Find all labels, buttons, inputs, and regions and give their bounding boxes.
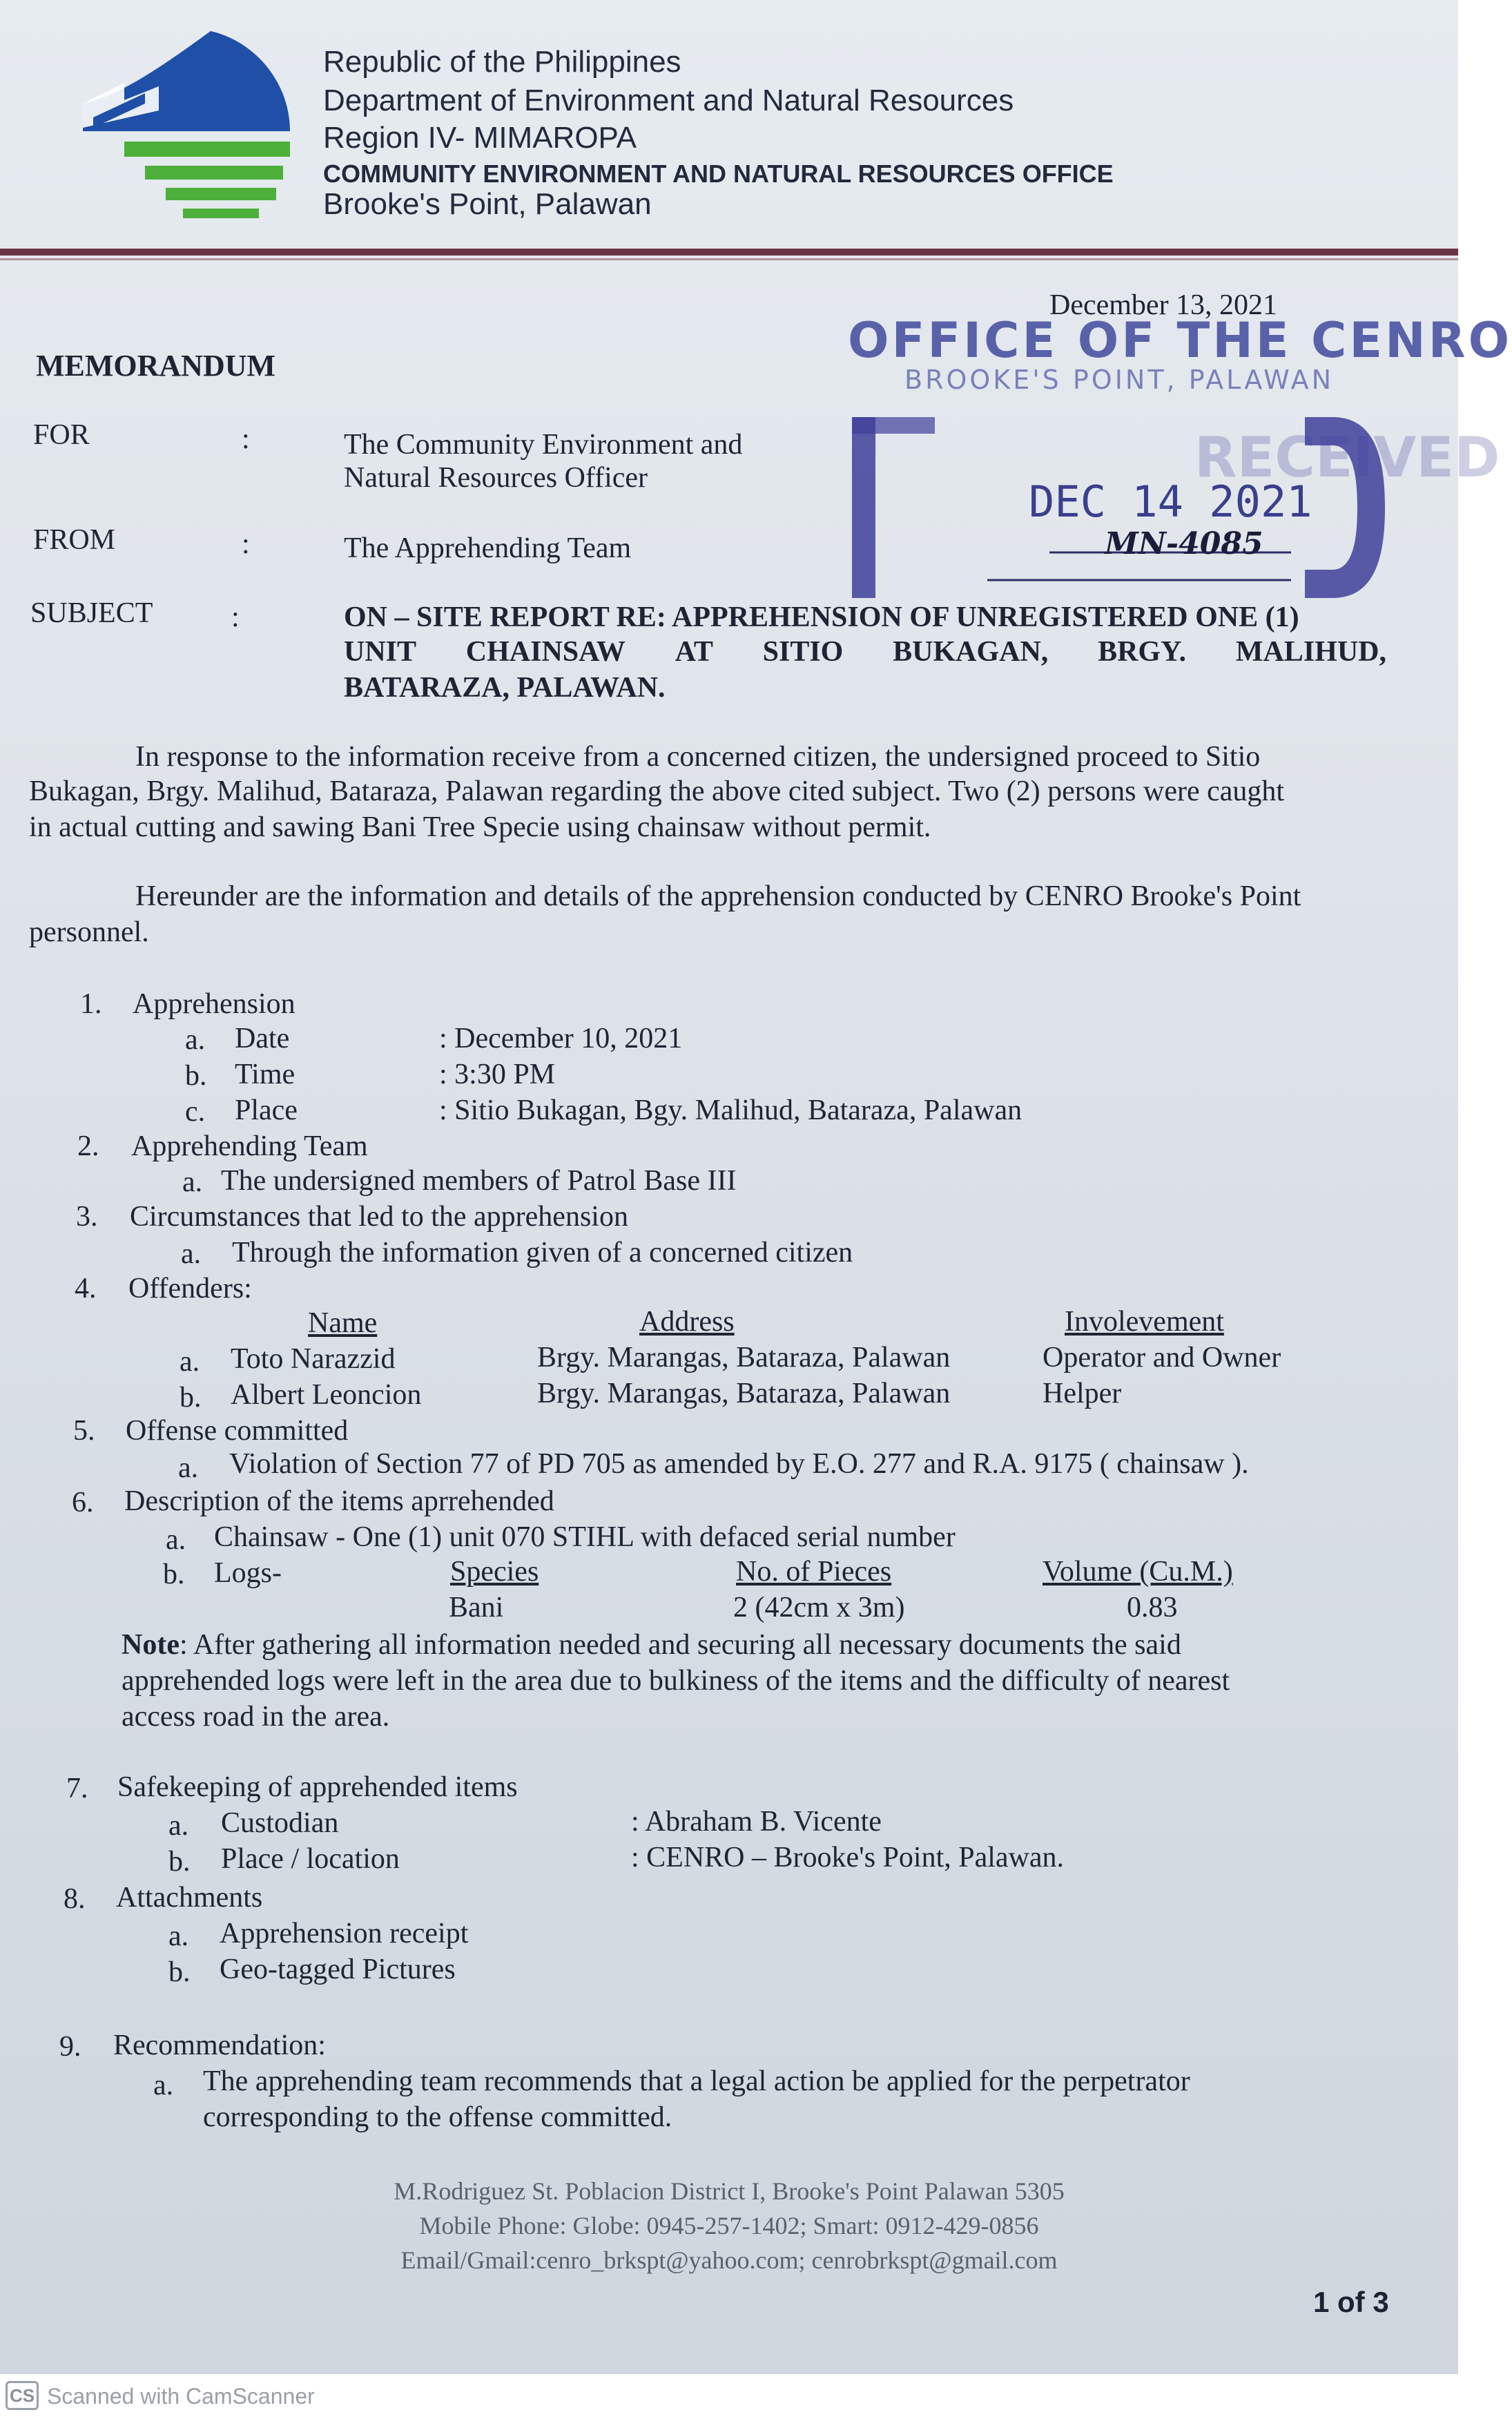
time-value: : 3:30 PM — [439, 1059, 556, 1090]
subject-line-2 — [344, 634, 1386, 670]
place-value: : Sitio Bukagan, Bgy. Malihud, Bataraza, Palawan — [439, 1095, 1022, 1126]
item-3a-text: Through the information given of a concerned citizen — [232, 1237, 853, 1269]
item-1-title: Apprehension — [133, 988, 295, 1020]
offender-a-name: Toto Narazzid — [231, 1343, 396, 1375]
item-8b-letter: b. — [168, 1956, 191, 1988]
item-3a-letter: a. — [181, 1238, 202, 1270]
item-9a-line-1: The apprehending team recommends that a legal action be applied for the perpetrator — [203, 2065, 1190, 2097]
item-9-title: Recommendation: — [113, 2030, 326, 2061]
custodian-label: Custodian — [221, 1807, 339, 1839]
offender-b-name: Albert Leoncion — [231, 1379, 422, 1411]
stamp-office-title: OFFICE OF THE CENRO — [848, 312, 1512, 369]
item-6-number: 6. — [72, 1487, 94, 1519]
from-value: The Apprehending Team — [344, 532, 632, 564]
item-7b-letter: b. — [168, 1846, 191, 1878]
stamp-office-sub: BROOKE'S POINT, PALAWAN — [904, 365, 1335, 395]
place7-label: Place / location — [221, 1843, 400, 1875]
denr-logo — [76, 28, 297, 221]
item-6b-text: Logs- — [214, 1557, 282, 1589]
subject-word: BUKAGAN, — [893, 636, 1049, 668]
for-value-1: The Community Environment and — [344, 429, 743, 461]
item-9a-letter: a. — [153, 2070, 174, 2101]
logs-header-species: Species — [450, 1556, 539, 1588]
item-8a-letter: a. — [168, 1920, 189, 1952]
camscanner-text: Scanned with CamScanner — [47, 2384, 315, 2409]
footer-email: Email/Gmail:cenro_brkspt@yahoo.com; cenrobrkspt@gmail.com — [400, 2246, 1058, 2274]
offender-b-address: Brgy. Marangas, Bataraza, Palawan — [537, 1378, 951, 1409]
header-divider — [0, 249, 1458, 256]
item-3-title: Circumstances that led to the apprehension — [130, 1201, 628, 1233]
item-7-number: 7. — [66, 1773, 88, 1804]
logs-volume: 0.83 — [1127, 1592, 1178, 1623]
item-2-number: 2. — [77, 1130, 99, 1162]
note-line-1 — [122, 1627, 1181, 1663]
p1-line-2: Bukagan, Brgy. Malihud, Bataraza, Palawan regarding the above cited subject. Two (2) persons were caught — [29, 775, 1285, 807]
offender-a-address: Brgy. Marangas, Bataraza, Palawan — [537, 1342, 951, 1374]
footer-phone: Mobile Phone: Globe: 0945-257-1402; Smart: 0912-429-0856 — [419, 2212, 1039, 2239]
note-line-3: access road in the area. — [122, 1701, 390, 1733]
header-location: Brooke's Point, Palawan — [323, 187, 652, 221]
item-9-number: 9. — [59, 2031, 81, 2063]
item-7-title: Safekeeping of apprehended items — [117, 1771, 518, 1803]
offender-b-letter: b. — [180, 1382, 202, 1414]
offender-b-involvement: Helper — [1043, 1378, 1122, 1409]
item-4-title: Offenders: — [128, 1273, 252, 1304]
footer-address: M.Rodriguez St. Poblacion District I, Brooke's Point Palawan 5305 — [394, 2177, 1065, 2205]
item-5a-text: Violation of Section 77 of PD 705 as amended by E.O. 277 and R.A. 9175 ( chainsaw ). — [229, 1448, 1249, 1480]
p2-line-1: Hereunder are the information and details of the apprehension conducted by CENRO Brooke's Point — [135, 880, 1301, 912]
item-6-title: Description of the items aprrehended — [124, 1485, 554, 1517]
item-1-number: 1. — [80, 988, 102, 1020]
item-2a-letter: a. — [182, 1166, 203, 1198]
for-label: FOR — [33, 419, 90, 451]
offenders-header-involvement: Involevement — [1065, 1306, 1224, 1338]
p1-line-1: In response to the information receive from a concerned citizen, the undersigned proceed to Sitio — [135, 741, 1261, 773]
date-label: Date — [235, 1023, 290, 1054]
item-8-number: 8. — [64, 1883, 86, 1915]
scanner-watermark-bar — [0, 2374, 1458, 2419]
item-9a-line-2: corresponding to the offense committed. — [203, 2101, 672, 2133]
subject-word: UNIT — [344, 636, 417, 668]
header-department: Department of Environment and Natural Resources — [323, 84, 1014, 117]
place-label: Place — [235, 1095, 298, 1126]
item-6a-text: Chainsaw - One (1) unit 070 STIHL with defaced serial number — [214, 1521, 956, 1553]
header-office: COMMUNITY ENVIRONMENT AND NATURAL RESOURCES OFFICE — [323, 160, 1114, 188]
item-8-title: Attachments — [116, 1882, 263, 1914]
p2-line-2: personnel. — [29, 916, 149, 948]
item-3-number: 3. — [76, 1201, 98, 1233]
logs-species: Bani — [449, 1592, 504, 1623]
subject-word: SITIO — [762, 636, 844, 668]
subject-word: CHAINSAW — [465, 636, 626, 668]
offenders-header-name: Name — [308, 1307, 378, 1339]
item-7a-letter: a. — [168, 1810, 189, 1842]
date-value: : December 10, 2021 — [439, 1023, 683, 1054]
for-colon: : — [242, 423, 250, 455]
subject-line-1: ON – SITE REPORT RE: APPREHENSION OF UNREGISTERED ONE (1) — [344, 601, 1299, 633]
logs-header-pieces: No. of Pieces — [736, 1556, 892, 1588]
subject-colon: : — [231, 601, 240, 633]
subject-word: BRGY. — [1098, 636, 1187, 668]
header-region: Region IV- MIMAROPA — [323, 121, 637, 155]
stamp-received-date: DEC 14 2021 — [1029, 476, 1312, 527]
p1-line-3: in actual cutting and sawing Bani Tree Specie using chainsaw without permit. — [29, 811, 931, 843]
subject-line-3: BATARAZA, PALAWAN. — [344, 672, 666, 704]
subject-label: SUBJECT — [30, 597, 153, 629]
subject-word: MALIHUD, — [1235, 636, 1386, 668]
from-colon: : — [242, 528, 250, 560]
item-5-number: 5. — [73, 1415, 95, 1447]
item-1c-letter: c. — [185, 1096, 206, 1128]
for-value-2: Natural Resources Officer — [344, 462, 648, 494]
time-label: Time — [235, 1059, 295, 1090]
header-divider-shadow — [0, 258, 1458, 260]
memo-title: MEMORANDUM — [36, 349, 276, 383]
stamp-received-word: RECEIVED — [1194, 425, 1500, 490]
stamp-received-ref: MN-4085 — [1105, 526, 1263, 561]
item-8b-text: Geo-tagged Pictures — [220, 1954, 456, 1985]
item-5-title: Offense committed — [126, 1415, 349, 1447]
offenders-header-address: Address — [639, 1306, 735, 1338]
item-6a-letter: a. — [166, 1524, 186, 1556]
offender-a-letter: a. — [180, 1346, 200, 1378]
header-republic: Republic of the Philippines — [323, 45, 681, 79]
note-label: Note — [122, 1629, 180, 1661]
note-text-1: : After gathering all information needed and securing all necessary documents the said — [179, 1629, 1181, 1661]
offender-a-involvement: Operator and Owner — [1043, 1342, 1281, 1374]
memo-date: December 13, 2021 — [1049, 289, 1278, 321]
item-6b-letter: b. — [163, 1559, 185, 1590]
from-label: FROM — [33, 524, 116, 556]
item-4-number: 4. — [75, 1273, 97, 1304]
camscanner-logo-icon: CS — [6, 2381, 39, 2410]
item-2a-text: The undersigned members of Patrol Base III — [221, 1165, 737, 1197]
item-2-title: Apprehending Team — [131, 1130, 368, 1162]
logs-pieces: 2 (42cm x 3m) — [733, 1592, 905, 1623]
custodian-value: : Abraham B. Vicente — [631, 1806, 882, 1838]
logs-header-volume: Volume (Cu.M.) — [1043, 1556, 1233, 1588]
item-8a-text: Apprehension receipt — [220, 1918, 469, 1949]
place7-value: : CENRO – Brooke's Point, Palawan. — [631, 1842, 1065, 1873]
item-1b-letter: b. — [185, 1060, 207, 1092]
subject-word: AT — [675, 636, 713, 668]
item-5a-letter: a. — [178, 1452, 199, 1484]
item-1a-letter: a. — [185, 1024, 206, 1056]
note-line-2: apprehended logs were left in the area due to bulkiness of the items and the difficulty of nearest — [122, 1665, 1230, 1697]
page-number: 1 of 3 — [1313, 2286, 1389, 2318]
